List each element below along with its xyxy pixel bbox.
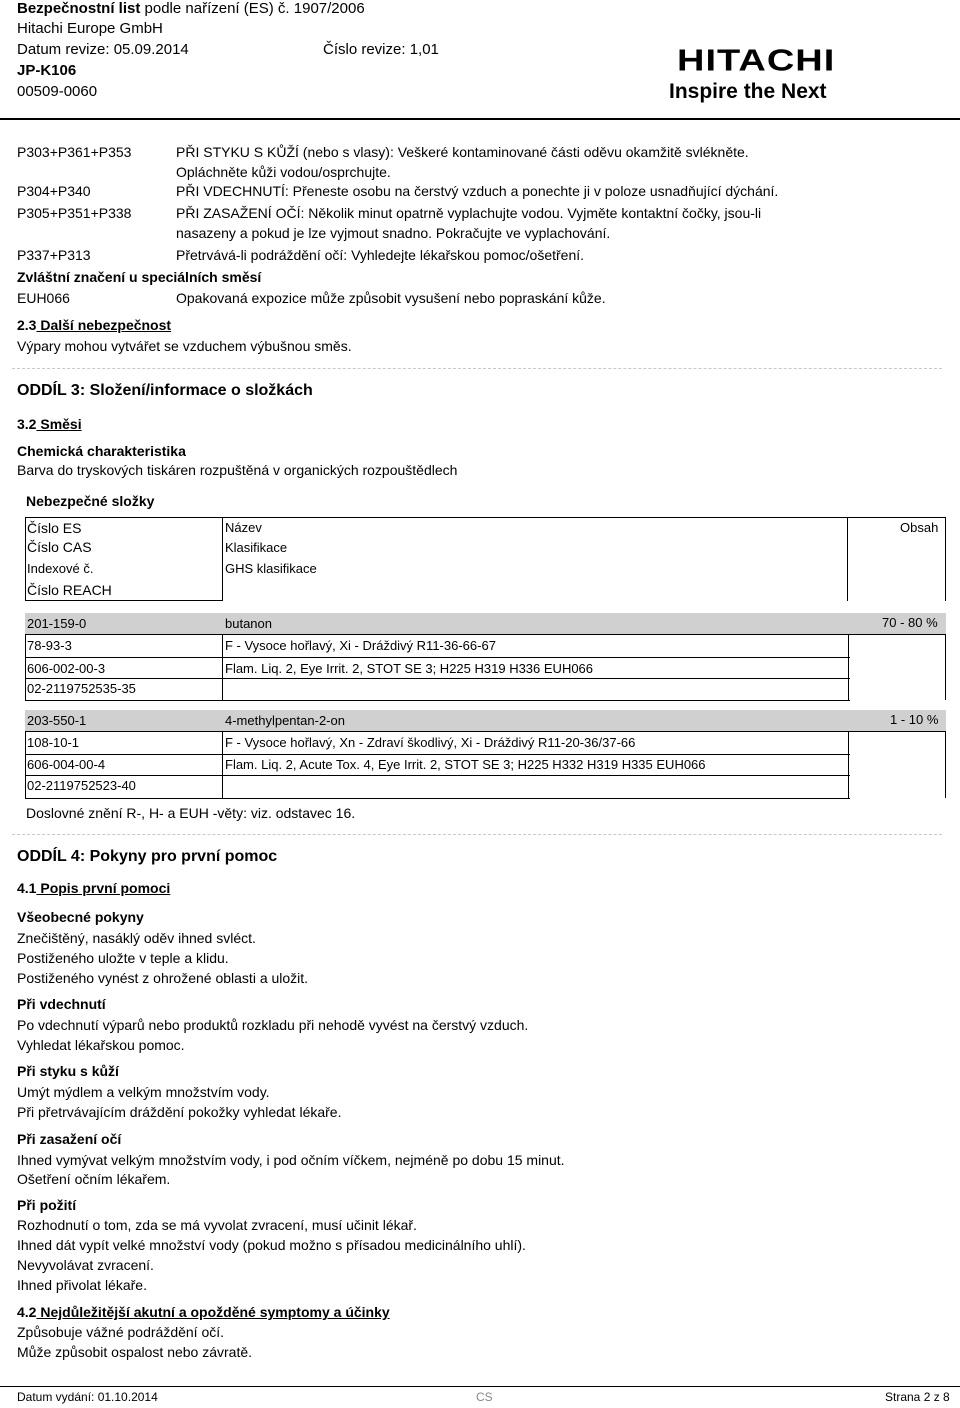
- row-line: [25, 657, 850, 658]
- other-hazards-num: 2.3: [17, 317, 37, 333]
- header-index: Indexové č.: [27, 561, 94, 576]
- row-line: [25, 754, 850, 755]
- row-vline: [222, 731, 223, 798]
- precaution-text: PŘI ZASAŽENÍ OČÍ: Několik minut opatrně vyplachujte vodou. Vyjměte kontaktní čočky, jsou-li: [176, 205, 762, 221]
- symptoms-sub-title: Nejdůležitější akutní a opožděné symptomy a účinky: [36, 1304, 390, 1320]
- component-classification: F - Vysoce hořlavý, Xi - Dráždivý R11-36-66-67: [225, 638, 496, 653]
- row-vline: [848, 731, 849, 798]
- first-aid-line: Ošetření očním lékařem.: [17, 1171, 171, 1187]
- component-es: 201-159-0: [27, 616, 87, 631]
- first-aid-line: Znečištěný, nasáklý oděv ihned svléct.: [17, 930, 256, 946]
- component-content: 1 - 10 %: [890, 712, 939, 727]
- row-line: [25, 798, 850, 799]
- header-classification: Klasifikace: [225, 540, 288, 555]
- first-aid-heading: Všeobecné pokyny: [17, 909, 144, 925]
- component-content: 70 - 80 %: [882, 615, 938, 630]
- row-line: [25, 731, 946, 732]
- row-vline: [25, 634, 26, 700]
- section4-subheading: [17, 880, 170, 896]
- precaution-code: P303+P361+P353: [17, 144, 132, 160]
- precaution-code: P304+P340: [17, 183, 91, 199]
- component-name: 4-methylpentan-2-on: [225, 713, 345, 728]
- first-aid-heading: Při požití: [17, 1197, 77, 1213]
- component-reach: 02-2119752523-40: [27, 778, 136, 793]
- header-divider: [0, 118, 960, 120]
- section3-sub-num: 3.2: [17, 416, 37, 432]
- revision-date: Datum revize: 05.09.2014: [17, 41, 189, 58]
- row-vline: [848, 634, 849, 700]
- precaution-text: Opláchněte kůži vodou/osprchujte.: [176, 164, 391, 180]
- component-cas: 78-93-3: [27, 638, 72, 653]
- first-aid-line: Vyhledat lékařskou pomoc.: [17, 1037, 185, 1053]
- precaution-text: Přetrvává-li podráždění očí: Vyhledejte lékařskou pomoc/ošetření.: [176, 247, 585, 263]
- row-line: [25, 775, 850, 776]
- section4-sub-num: 4.1: [17, 880, 37, 896]
- doc-title-rest: podle nařízení (ES) č. 1907/2006: [140, 0, 365, 17]
- first-aid-heading: Při zasažení očí: [17, 1131, 122, 1147]
- component-classification: F - Vysoce hořlavý, Xn - Zdraví škodlivý, Xi - Dráždivý R11-20-36/37-66: [225, 735, 636, 750]
- component-index: 606-002-00-3: [27, 661, 106, 676]
- row-line: [25, 634, 946, 635]
- symptoms-sub-num: 4.2: [17, 1304, 37, 1320]
- header-reach: Číslo REACH: [27, 582, 112, 598]
- hitachi-tagline: Inspire the Next: [669, 80, 827, 103]
- row-vline: [222, 634, 223, 700]
- header-name: Název: [225, 520, 262, 535]
- header-es: Číslo ES: [27, 520, 82, 536]
- special-labelling-code: EUH066: [17, 290, 70, 306]
- company-name: Hitachi Europe GmbH: [17, 20, 163, 37]
- section3-subheading: [17, 416, 82, 432]
- precaution-code: P337+P313: [17, 247, 91, 263]
- hazard-components-heading: Nebezpečné složky: [26, 493, 155, 509]
- first-aid-heading: Při styku s kůží: [17, 1063, 119, 1079]
- product-code: JP-K106: [17, 62, 77, 79]
- row-vline: [945, 731, 946, 798]
- header-content: Obsah: [900, 520, 939, 535]
- special-labelling-heading: Zvláštní značení u speciálních směsí: [17, 269, 262, 285]
- precaution-text: PŘI STYKU S KŮŽÍ (nebo s vlasy): Veškeré kontaminované části oděvu okamžitě svlékněte.: [176, 144, 749, 160]
- component-es: 203-550-1: [27, 713, 87, 728]
- precaution-code: P305+P351+P338: [17, 205, 132, 221]
- component-ghs: Flam. Liq. 2, Acute Tox. 4, Eye Irrit. 2, STOT SE 3; H225 H332 H319 H335 EUH066: [225, 757, 706, 772]
- composition-footnote: Doslovné znění R-, H- a EUH -věty: viz. odstavec 16.: [26, 805, 356, 821]
- component-index: 606-004-00-4: [27, 757, 106, 772]
- table-header-cell: [222, 517, 848, 601]
- chem-char-heading: Chemická charakteristika: [17, 443, 186, 459]
- row-vline: [25, 731, 26, 798]
- other-hazards-text: Výpary mohou vytvářet se vzduchem výbušnou směs.: [17, 338, 352, 354]
- revision-number: Číslo revize: 1,01: [323, 41, 439, 58]
- footer-issue-date: Datum vydání: 01.10.2014: [17, 1390, 158, 1404]
- special-labelling-text: Opakovaná expozice může způsobit vysušení nebo popraskání kůže.: [176, 290, 606, 306]
- first-aid-line: Postiženého uložte v teple a klidu.: [17, 950, 229, 966]
- other-hazards-heading: [17, 317, 171, 333]
- symptoms-line: Způsobuje vážné podráždění očí.: [17, 1324, 225, 1340]
- section3-title: ODDÍL 3: Složení/informace o složkách: [17, 382, 313, 399]
- precaution-text: PŘI VDECHNUTÍ: Přeneste osobu na čerstvý vzduch a ponechte ji v poloze usnadňující dýchání.: [176, 183, 779, 199]
- row-line: [25, 678, 850, 679]
- precaution-text: nasazeny a pokud je lze vyjmout snadno. Pokračujte ve vyplachování.: [176, 225, 611, 241]
- first-aid-line: Nevyvolávat zvracení.: [17, 1257, 154, 1273]
- chem-char-text: Barva do tryskových tiskáren rozpuštěná v organických rozpouštědlech: [17, 462, 458, 478]
- row-vline: [945, 634, 946, 700]
- component-ghs: Flam. Liq. 2, Eye Irrit. 2, STOT SE 3; H225 H319 H336 EUH066: [225, 661, 594, 676]
- component-name: butanon: [225, 616, 272, 631]
- first-aid-line: Umýt mýdlem a velkým množstvím vody.: [17, 1084, 270, 1100]
- section-divider: [12, 834, 942, 835]
- header-ghs: GHS klasifikace: [225, 561, 317, 576]
- first-aid-heading: Při vdechnutí: [17, 996, 106, 1012]
- first-aid-line: Ihned vymývat velkým množstvím vody, i pod očním víčkem, nejméně po dobu 15 minut.: [17, 1152, 565, 1168]
- first-aid-line: Po vdechnutí výparů nebo produktů rozkladu při nehodě vyvést na čerstvý vzduch.: [17, 1017, 529, 1033]
- section3-sub-title: Směsi: [36, 416, 82, 432]
- row-line: [25, 700, 850, 701]
- component-row-shaded: [25, 613, 946, 635]
- component-cas: 108-10-1: [27, 735, 80, 750]
- first-aid-line: Postiženého vynést z ohrožené oblasti a uložit.: [17, 970, 309, 986]
- product-number: 00509-0060: [17, 83, 98, 100]
- section4-title: ODDÍL 4: Pokyny pro první pomoc: [17, 848, 278, 865]
- footer-language: CS: [476, 1390, 493, 1404]
- footer-page: Strana 2 z 8: [885, 1390, 950, 1404]
- other-hazards-title: Další nebezpečnost: [36, 317, 172, 333]
- first-aid-line: Ihned dát vypít velké množství vody (pokud možno s přísadou medicinálního uhlí).: [17, 1237, 526, 1253]
- symptoms-line: Může způsobit ospalost nebo závratě.: [17, 1344, 253, 1360]
- hitachi-logo: HITACHI: [677, 44, 836, 78]
- section4-sub-title: Popis první pomoci: [36, 880, 171, 896]
- first-aid-line: Rozhodnutí o tom, zda se má vyvolat zvracení, musí učinit lékař.: [17, 1217, 417, 1233]
- doc-title-bold: Bezpečnostní list: [17, 0, 141, 17]
- footer-divider: [0, 1386, 960, 1387]
- symptoms-subheading: [17, 1304, 390, 1320]
- doc-title: [17, 0, 365, 17]
- component-reach: 02-2119752535-35: [27, 681, 136, 696]
- first-aid-line: Ihned přivolat lékaře.: [17, 1277, 147, 1293]
- section-divider: [12, 368, 942, 369]
- first-aid-line: Při přetrvávajícím dráždění pokožky vyhledat lékaře.: [17, 1104, 342, 1120]
- header-cas: Číslo CAS: [27, 539, 92, 555]
- component-row-shaded: [25, 710, 946, 732]
